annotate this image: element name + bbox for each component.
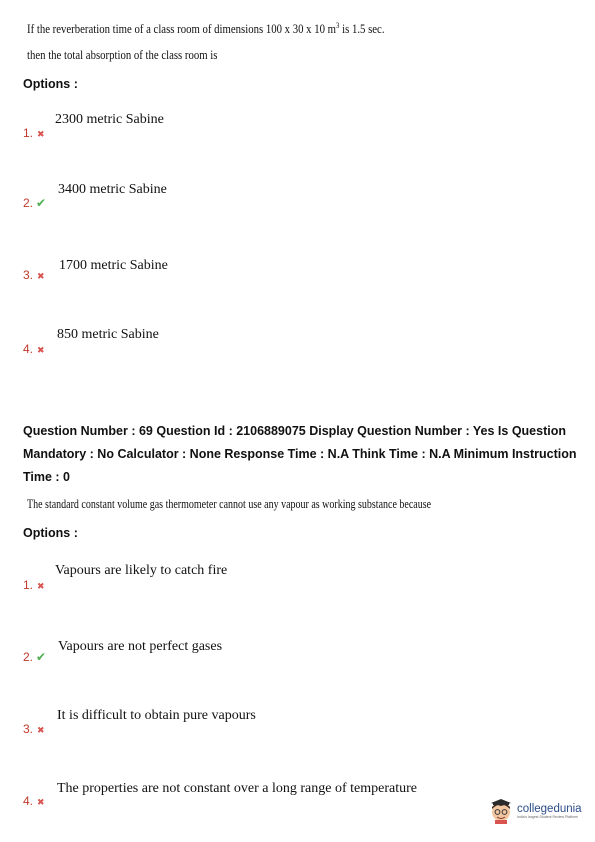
logo-tagline: India's largest Student Review Platform: [517, 814, 578, 819]
q68-option-1-number: [23, 126, 45, 140]
option-number: 3.: [23, 268, 34, 282]
logo-name: collegedunia: [517, 802, 582, 815]
cross-icon: ✖: [37, 797, 45, 807]
q69-option-4-number: [23, 794, 45, 808]
q68-option-2-number: [23, 196, 46, 210]
q69-option-2-number: [23, 650, 46, 664]
q68-option-3-text: 1700 metric Sabine: [59, 258, 168, 273]
option-number: 3.: [23, 722, 34, 736]
question-68-text-a: If the reverberation time of a class room of dimensions 100 x 30 x 10 m: [27, 22, 336, 37]
question-69-meta: Question Number : 69 Question Id : 2106889075 Display Question Number : Yes Is Question Mandatory : No Calculator : None Response Time : N.A Think Time : N.A Minimum Instruction Time : 0: [23, 424, 577, 484]
option-number: 4.: [23, 794, 34, 808]
option-number: 1.: [23, 578, 34, 592]
question-68-line-1: [27, 21, 385, 37]
question-68-line-2: then the total absorption of the class room is: [27, 48, 218, 62]
q69-option-1-text: Vapours are likely to catch fire: [55, 563, 228, 578]
q68-option-4-text: 850 metric Sabine: [57, 327, 159, 342]
q69-option-4-text: The properties are not constant over a long range of temperature: [57, 781, 417, 796]
checkmark-icon: ✔: [36, 196, 47, 210]
option-number: 2.: [23, 650, 34, 664]
cross-icon: ✖: [37, 725, 45, 735]
cross-icon: ✖: [37, 271, 45, 281]
q68-option-1-text: 2300 metric Sabine: [55, 112, 164, 127]
superscript-3: 3: [335, 21, 340, 30]
q69-option-3-number: [23, 722, 45, 736]
cross-icon: ✖: [37, 129, 45, 139]
q68-option-4-number: [23, 342, 45, 356]
option-number: 1.: [23, 126, 34, 140]
cross-icon: ✖: [37, 345, 45, 355]
options-label-69: Options :: [23, 526, 78, 540]
checkmark-icon: ✔: [36, 650, 47, 664]
student-avatar-icon: [489, 798, 513, 824]
q69-option-1-number: [23, 578, 45, 592]
q68-option-2-text: 3400 metric Sabine: [58, 182, 167, 197]
options-label-68: Options :: [23, 77, 78, 91]
q68-option-3-number: [23, 268, 45, 282]
option-number: 4.: [23, 342, 34, 356]
collegedunia-logo: [489, 798, 582, 824]
option-number: 2.: [23, 196, 34, 210]
q69-option-2-text: Vapours are not perfect gases: [58, 639, 223, 654]
cross-icon: ✖: [37, 581, 45, 591]
q69-option-3-text: It is difficult to obtain pure vapours: [57, 708, 256, 723]
question-68-text-b: is 1.5 sec.: [339, 22, 385, 37]
question-69-text: The standard constant volume gas thermometer cannot use any vapour as working substance because: [27, 497, 432, 511]
